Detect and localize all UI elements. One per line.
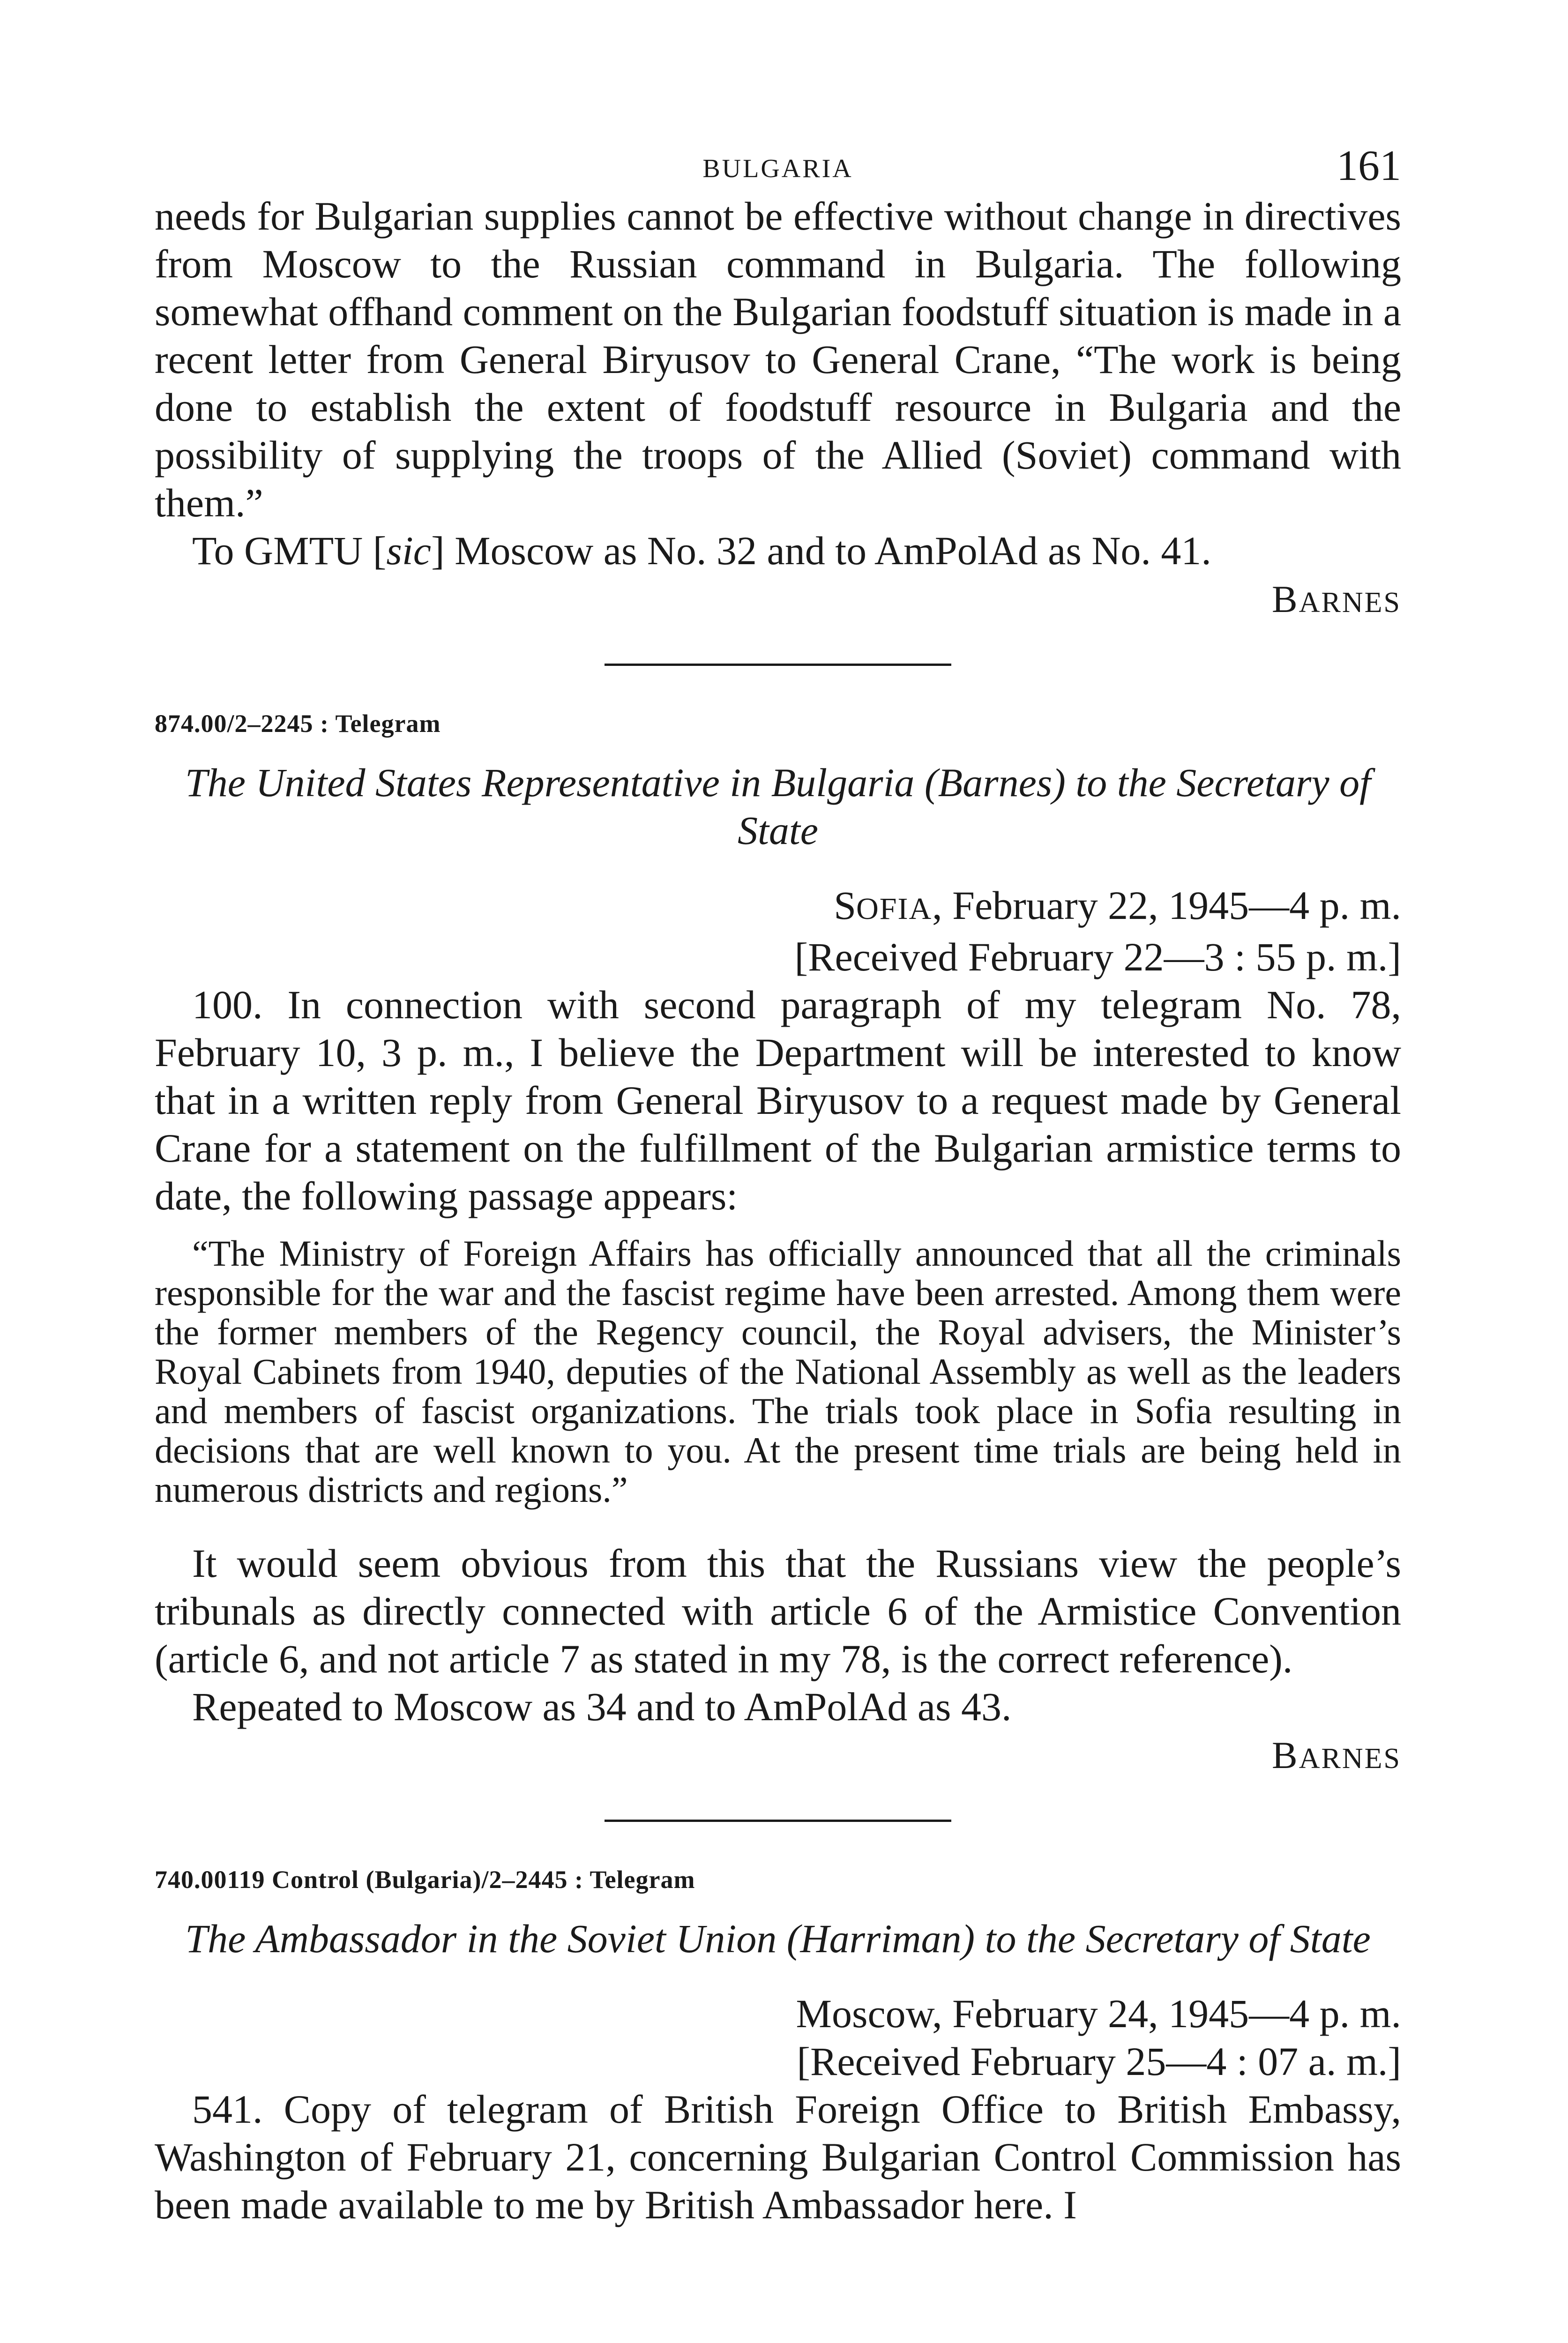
body-paragraph: 541. Copy of telegram of British Foreign Office to British Embassy, Washington of February 21, concerning Bulgarian Control Commission has been made available to me by British Ambassador here. I [155, 2087, 1401, 2227]
page-number: 161 [1337, 142, 1401, 189]
signature: BARNES [1272, 1734, 1401, 1776]
body-paragraph: 100. In connection with second paragraph of my telegram No. 78, February 10, 3 p. m., I believe the Department will be interested to know that in a written reply from General Biryusov to a request made by General Crane for a statement on the fulfillment of the Bulgarian armistice terms to date, the following passage appears: [155, 982, 1401, 1218]
file-reference: 874.00/2–2245 : Telegram [155, 709, 441, 738]
sic-mark: sic [386, 528, 431, 573]
document-heading: The United States Representative in Bulgaria (Barnes) to the Secretary of State [185, 760, 1371, 853]
body-paragraph: It would seem obvious from this that the Russians view the people’s tribunals as directly connected with article 6 of the Armistice Convention (article 6, and not article 7 as stated in my 78, is the correct reference). [155, 1541, 1401, 1681]
document-heading: The Ambassador in the Soviet Union (Harriman) to the Secretary of State [185, 1916, 1371, 1961]
repeat-line: Repeated to Moscow as 34 and to AmPolAd as 43. [192, 1684, 1012, 1729]
telegram-section-1 [155, 709, 1401, 1777]
dateline: Moscow, February 24, 1945—4 p. m. [796, 1991, 1401, 2036]
opening-section [155, 192, 1401, 621]
document-page [155, 141, 1401, 2229]
running-head [155, 141, 1401, 192]
received-line: [Received February 22—3 : 55 p. m.] [794, 934, 1401, 979]
opening-repeat-line [155, 527, 1401, 575]
opening-signature: BARNES [1272, 578, 1401, 620]
quoted-passage: “The Ministry of Foreign Affairs has officially announced that all the criminals responsible for the war and the fascist regime have been arrested. Among them were the former members of the Regency council, the Royal advisers, the Minister’s Royal Cabinets from 1940, deputies of the National Assembly as well as the leaders and members of fascist organizations. The trials took place in Sofia resulting in decisions that are well known to you. At the present time trials are being held in numerous districts and regions.” [155, 1233, 1401, 1510]
running-title: BULGARIA [702, 154, 853, 183]
repeat-suffix: ] Moscow as No. 32 and to AmPolAd as No. 41. [431, 528, 1211, 573]
file-reference: 740.00119 Control (Bulgaria)/2–2445 : Telegram [155, 1865, 695, 1894]
section-divider [605, 1820, 951, 1822]
telegram-section-2 [155, 1865, 1401, 2229]
repeat-prefix: To GMTU [ [192, 528, 387, 573]
dateline: SOFIA, February 22, 1945—4 p. m. [834, 883, 1401, 928]
opening-paragraph: needs for Bulgarian supplies cannot be effective without change in directives from Moscow to the Russian command in Bulgaria. The following somewhat offhand comment on the Bulgarian foodstuff situation is made in a recent letter from General Biryusov to General Crane, “The work is being done to establish the extent of foodstuff resource in Bulgaria and the possibility of supplying the troops of the Allied (Soviet) command with them.” [155, 194, 1401, 525]
received-line: [Received February 25—4 : 07 a. m.] [797, 2039, 1401, 2084]
section-divider [605, 664, 951, 666]
